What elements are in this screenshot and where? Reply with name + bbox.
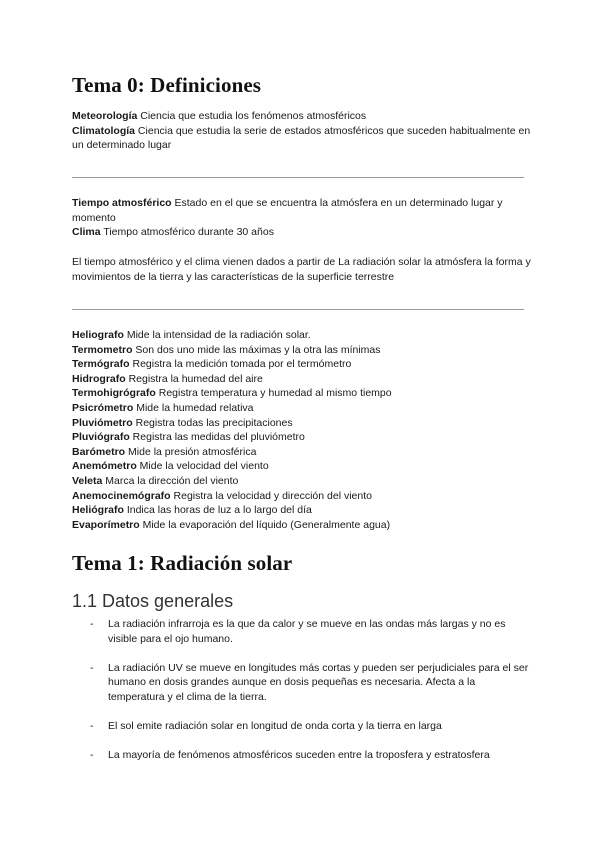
bullet-text: La mayoría de fenómenos atmosféricos suceden entre la troposfera y estratosfera: [108, 749, 490, 762]
bullet-text: La radiación infrarroja es la que da calor y se mueve en las ondas más largas y no es visible para el ojo humano.: [108, 618, 506, 645]
definition-term: Clima: [72, 226, 101, 239]
definition-term: Climatología: [72, 124, 136, 137]
instrument-term: Anemocinemógrafo: [72, 489, 171, 502]
instrument-text: Mide la evaporación del líquido (Generalmente agua): [139, 518, 391, 531]
instrument-term: Evaporímetro: [72, 518, 140, 531]
instrument-item: [72, 489, 532, 504]
instrument-term: Heliógrafo: [72, 504, 124, 517]
instrument-item: [72, 343, 532, 358]
definition-item: [72, 124, 532, 153]
instrument-text: Indica las horas de luz a lo largo del día: [123, 504, 312, 517]
instrument-item: [72, 474, 532, 489]
definition-text: Ciencia que estudia los fenómenos atmosféricos: [137, 110, 367, 122]
instrument-term: Veleta: [72, 474, 103, 487]
bullet-marker: -: [90, 749, 94, 762]
instrument-item: [72, 357, 532, 372]
horizontal-divider: [72, 309, 524, 310]
horizontal-divider: [72, 177, 524, 178]
instrument-item: [72, 401, 532, 416]
definition-text: Tiempo atmosférico durante 30 años: [100, 226, 274, 239]
bullet-text: La radiación UV se mueve en longitudes más cortas y pueden ser perjudiciales para el ser humano en dosis grandes aunque en dosis pequeñas es necesaria. Afecta a la temperatura y el clima de la tierra.: [108, 661, 529, 703]
instrument-item: [72, 503, 532, 518]
section-heading: 1.1 Datos generales: [72, 591, 234, 611]
instrument-term: Pluviógrafo: [72, 431, 130, 444]
definition-term: Meteorología: [72, 110, 138, 122]
definition-text: Estado en el que se encuentra la atmósfera en un determinado lugar y momento: [72, 197, 503, 224]
bullet-list: [90, 617, 530, 778]
bullet-item: [90, 748, 530, 763]
definition-item: [72, 109, 532, 124]
instrument-item: [72, 386, 532, 401]
bullet-marker: -: [90, 661, 94, 674]
definitions-block-1: [72, 109, 532, 153]
definition-term: Tiempo atmosférico: [72, 197, 172, 209]
bullet-item: [90, 719, 530, 734]
instrument-text: Marca la dirección del viento: [102, 474, 239, 487]
tema1-title: Tema 1: Radiación solar: [72, 551, 293, 575]
instrument-item: [72, 372, 532, 387]
instrument-text: Mide la humedad relativa: [133, 401, 254, 414]
instrument-term: Termógrafo: [72, 358, 130, 371]
definition-item: [72, 225, 532, 240]
bullet-marker: -: [90, 618, 94, 630]
instrument-item: [72, 430, 532, 445]
climate-paragraph: [72, 255, 532, 284]
instrument-text: Registra la velocidad y dirección del viento: [170, 489, 372, 502]
instrument-term: Termometro: [72, 343, 133, 356]
instrument-term: Pluviómetro: [72, 416, 133, 429]
instrument-term: Psicrómetro: [72, 401, 134, 414]
instrument-term: Anemómetro: [72, 460, 137, 473]
instrument-text: Registra temperatura y humedad al mismo tiempo: [155, 387, 392, 400]
instrument-term: Hidrografo: [72, 372, 126, 385]
instrument-text: Registra la humedad del aire: [125, 372, 263, 385]
definition-text: Ciencia que estudia la serie de estados atmosféricos que suceden habitualmente en un determinado lugar: [72, 124, 531, 152]
instrument-item: [72, 328, 532, 343]
instrument-term: Heliografo: [72, 329, 124, 341]
paragraph-text: El tiempo atmosférico y el clima vienen dados a partir de La radiación solar la atmósfera la forma y movimientos de la tierra y las características de la superficie terrestre: [72, 256, 531, 283]
definition-item: [72, 196, 532, 225]
instrument-text: Mide la velocidad del viento: [136, 460, 269, 473]
bullet-text: El sol emite radiación solar en longitud de onda corta y la tierra en larga: [108, 720, 442, 733]
bullet-marker: -: [90, 720, 94, 733]
tema0-title: Tema 0: Definiciones: [72, 73, 262, 97]
instrument-term: Barómetro: [72, 445, 126, 458]
instrument-item: [72, 416, 532, 431]
instrument-text: Registra todas las precipitaciones: [132, 416, 293, 429]
instrument-text: Registra las medidas del pluviómetro: [129, 431, 305, 444]
instrument-text: Son dos uno mide las máximas y la otra las mínimas: [132, 343, 381, 356]
instrument-text: Mide la presión atmosférica: [125, 445, 257, 458]
instrument-item: [72, 459, 532, 474]
instrument-text: Mide la intensidad de la radiación solar.: [123, 329, 311, 341]
instrument-item: [72, 445, 532, 460]
instrument-item: [72, 518, 532, 533]
instrument-term: Termohigrógrafo: [72, 387, 156, 400]
instruments-list: [72, 328, 532, 532]
definitions-block-2: [72, 196, 532, 240]
instrument-text: Registra la medición tomada por el termómetro: [129, 358, 352, 371]
bullet-item: [90, 617, 530, 646]
bullet-item: [90, 661, 530, 705]
